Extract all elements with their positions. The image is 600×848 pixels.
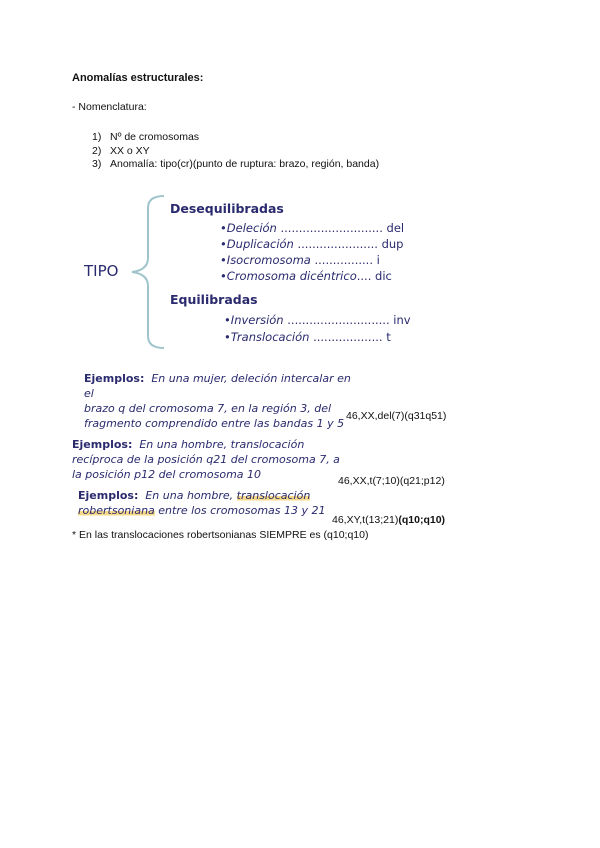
leader-dots: ...................... [297,237,378,251]
item-code: dup [381,237,404,251]
diagram-item-duplication [220,237,403,251]
balanced-title: Equilibradas [170,292,258,307]
leader-dots: ................ [314,253,373,267]
item-code: inv [393,313,411,327]
footnote: * En las translocaciones robertsonianas SIEMPRE es (q10;q10) [72,529,369,541]
leader-dots: ............................ [280,221,383,235]
leader-dots: ................... [313,330,383,344]
example-text: En una hombre, translocación [139,438,305,451]
item-name: Translocación [230,330,310,344]
brace-path [132,196,164,348]
example-3 [78,488,348,518]
item-code: i [376,253,380,267]
list-number: 3) [92,158,102,170]
list-number: 1) [92,131,102,143]
leader-dots: ............................ [287,313,390,327]
bullet: • [220,237,227,251]
list-text: Anomalía: tipo(cr)(punto de ruptura: brazo, región, banda) [110,158,380,170]
example-text: recíproca de la posición q21 del cromosoma 7, a [72,453,340,466]
bullet: • [224,313,231,327]
diagram-item-isochromosome [220,253,380,267]
example-1 [84,371,354,431]
highlighted-text: translocación [236,489,311,502]
item-code: t [386,330,391,344]
item-code: dic [375,269,392,283]
example-line [84,401,354,416]
list-item [92,158,379,172]
item-name: Deleción [226,221,277,235]
example-line [78,488,348,503]
example-line [72,437,342,452]
example-3-formula [332,514,445,526]
bullet: • [220,253,227,267]
section-heading: Anomalías estructurales: [72,72,204,84]
item-code: del [386,221,405,235]
example-line [72,452,342,467]
leader-dots: .... [356,269,372,283]
bullet: • [220,221,227,235]
example-text: la posición p12 del cromosoma 10 [72,468,262,481]
example-line [72,467,342,482]
item-name: Inversión [230,313,284,327]
unbalanced-title: Desequilibradas [170,201,284,216]
list-text: XX o XY [110,144,150,157]
diagram-item-inversion [224,313,411,327]
nomenclature-list [92,131,379,172]
example-text: brazo q del cromosoma 7, en la región 3, del [84,402,332,415]
list-text: Nº de cromosomas [110,131,200,143]
example-text: entre los cromosomas 13 y 21 [154,504,326,517]
example-label: Ejemplos: [84,372,145,385]
tipo-label: TIPO [84,262,119,280]
list-item [92,131,379,145]
item-name: Isocromosoma [226,253,311,267]
example-label: Ejemplos: [72,438,133,451]
example-text: En una mujer, deleción intercalar en el [84,372,351,400]
nomenclature-label: - Nomenclatura: [72,101,147,113]
example-label: Ejemplos: [78,489,139,502]
example-2-formula: 46,XX,t(7;10)(q21;p12) [338,475,445,487]
list-number: 2) [92,144,102,157]
item-name: Duplicación [226,237,294,251]
formula-bold: (q10;q10) [398,514,446,526]
diagram-item-dicentric [220,269,392,283]
example-line [84,371,354,401]
example-2 [72,437,342,482]
formula-normal: 46,XY,t(13;21) [332,514,399,526]
example-1-formula: 46,XX,del(7)(q31q51) [346,410,447,422]
diagram-item-deletion [220,221,404,235]
diagram-item-translocation [224,330,391,344]
item-name: Cromosoma dicéntrico [226,269,357,283]
bullet: • [220,269,227,283]
curly-brace [128,192,168,352]
list-item [92,145,379,159]
highlighted-text: robertsoniana [78,504,155,517]
example-text: En una hombre, [145,489,237,502]
example-text: fragmento comprendido entre las bandas 1 y 5 [84,417,345,430]
bullet: • [224,330,231,344]
example-line [78,503,348,518]
example-line [84,416,354,431]
